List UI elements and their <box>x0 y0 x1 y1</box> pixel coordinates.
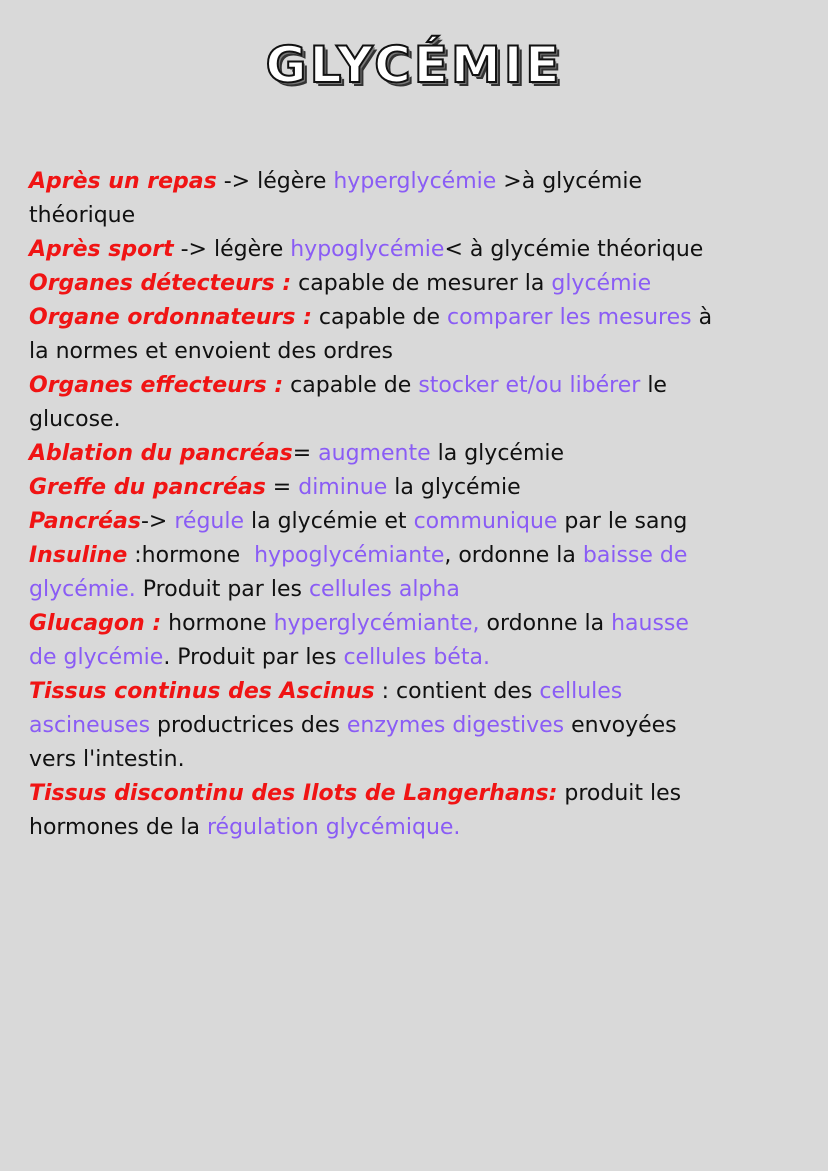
highlight: de glycémie <box>29 645 164 670</box>
text: par le sang <box>557 509 688 534</box>
text-line <box>29 233 804 267</box>
text: la glycémie <box>430 441 565 466</box>
text-line <box>29 369 804 403</box>
highlight: communique <box>413 509 558 534</box>
highlight: cellules <box>539 679 623 704</box>
keyword: Greffe du pancréas <box>29 475 266 500</box>
highlight: hausse <box>611 611 689 636</box>
text: à <box>691 305 713 330</box>
text: hormone <box>161 611 274 636</box>
highlight: hypoglycémie <box>290 237 445 262</box>
highlight: hyperglycémiante, <box>273 611 480 636</box>
text-line <box>29 335 804 369</box>
text: la normes et envoient des ordres <box>29 339 393 364</box>
text-line <box>29 641 804 675</box>
highlight: cellules béta. <box>343 645 490 670</box>
text: productrices des <box>150 713 347 738</box>
keyword: Après sport <box>29 237 174 262</box>
highlight: baisse de <box>582 543 688 568</box>
highlight: hyperglycémie <box>333 169 497 194</box>
text-line <box>29 199 804 233</box>
highlight: cellules alpha <box>308 577 460 602</box>
text-line <box>29 267 804 301</box>
text-line <box>29 539 804 573</box>
text: produit les <box>557 781 682 806</box>
text: capable de <box>311 305 448 330</box>
keyword: Organes détecteurs : <box>29 271 292 296</box>
text-line <box>29 811 804 845</box>
text-line <box>29 573 804 607</box>
text: la glycémie et <box>244 509 414 534</box>
text-line <box>29 301 804 335</box>
text: glucose. <box>29 407 121 432</box>
highlight: hypoglycémiante <box>254 543 445 568</box>
text: la glycémie <box>387 475 521 500</box>
text: = <box>292 441 319 466</box>
text: -> légère <box>173 237 291 262</box>
keyword: Pancréas <box>29 509 141 534</box>
text-line <box>29 437 804 471</box>
highlight: augmente <box>318 441 431 466</box>
keyword: Organe ordonnateurs : <box>29 305 312 330</box>
text: >à glycémie <box>496 169 643 194</box>
keyword: Tissus discontinu des Ilots de Langerhans: <box>29 781 558 806</box>
text-line <box>29 607 804 641</box>
text-line <box>29 403 804 437</box>
text: vers l'intestin. <box>29 747 185 772</box>
keyword: Insuline <box>29 543 128 568</box>
highlight: stocker et/ou libérer <box>418 373 641 398</box>
highlight: glycémie. <box>29 577 136 602</box>
text-line <box>29 675 804 709</box>
text: le <box>640 373 667 398</box>
text: < à glycémie théorique <box>444 237 704 262</box>
highlight: régule <box>174 509 245 534</box>
text: -> <box>140 509 175 534</box>
text: = <box>265 475 299 500</box>
notes-body <box>29 165 804 845</box>
text-line <box>29 709 804 743</box>
text: capable de <box>283 373 419 398</box>
text: hormones de la <box>29 815 207 840</box>
text: :hormone <box>127 543 255 568</box>
keyword: Ablation du pancréas <box>29 441 293 466</box>
highlight: diminue <box>298 475 388 500</box>
keyword: Glucagon : <box>29 611 162 636</box>
text: -> légère <box>216 169 334 194</box>
text: , ordonne la <box>444 543 583 568</box>
text: : contient des <box>374 679 540 704</box>
keyword: Après un repas <box>29 169 217 194</box>
text: . Produit par les <box>163 645 344 670</box>
highlight: enzymes digestives <box>346 713 565 738</box>
text: Produit par les <box>135 577 309 602</box>
keyword: Tissus continus des Ascinus <box>29 679 375 704</box>
highlight: glycémie <box>551 271 652 296</box>
text-line <box>29 743 804 777</box>
text-line <box>29 505 804 539</box>
highlight: ascineuses <box>29 713 151 738</box>
text: théorique <box>29 203 136 228</box>
text-line <box>29 165 804 199</box>
highlight: régulation glycémique. <box>206 815 461 840</box>
text: ordonne la <box>479 611 612 636</box>
page-title: GLYCÉMIE <box>265 36 563 94</box>
text: envoyées <box>564 713 677 738</box>
text: capable de mesurer la <box>291 271 552 296</box>
text-line <box>29 777 804 811</box>
text-line <box>29 471 804 505</box>
keyword: Organes effecteurs : <box>29 373 284 398</box>
highlight: comparer les mesures <box>447 305 692 330</box>
